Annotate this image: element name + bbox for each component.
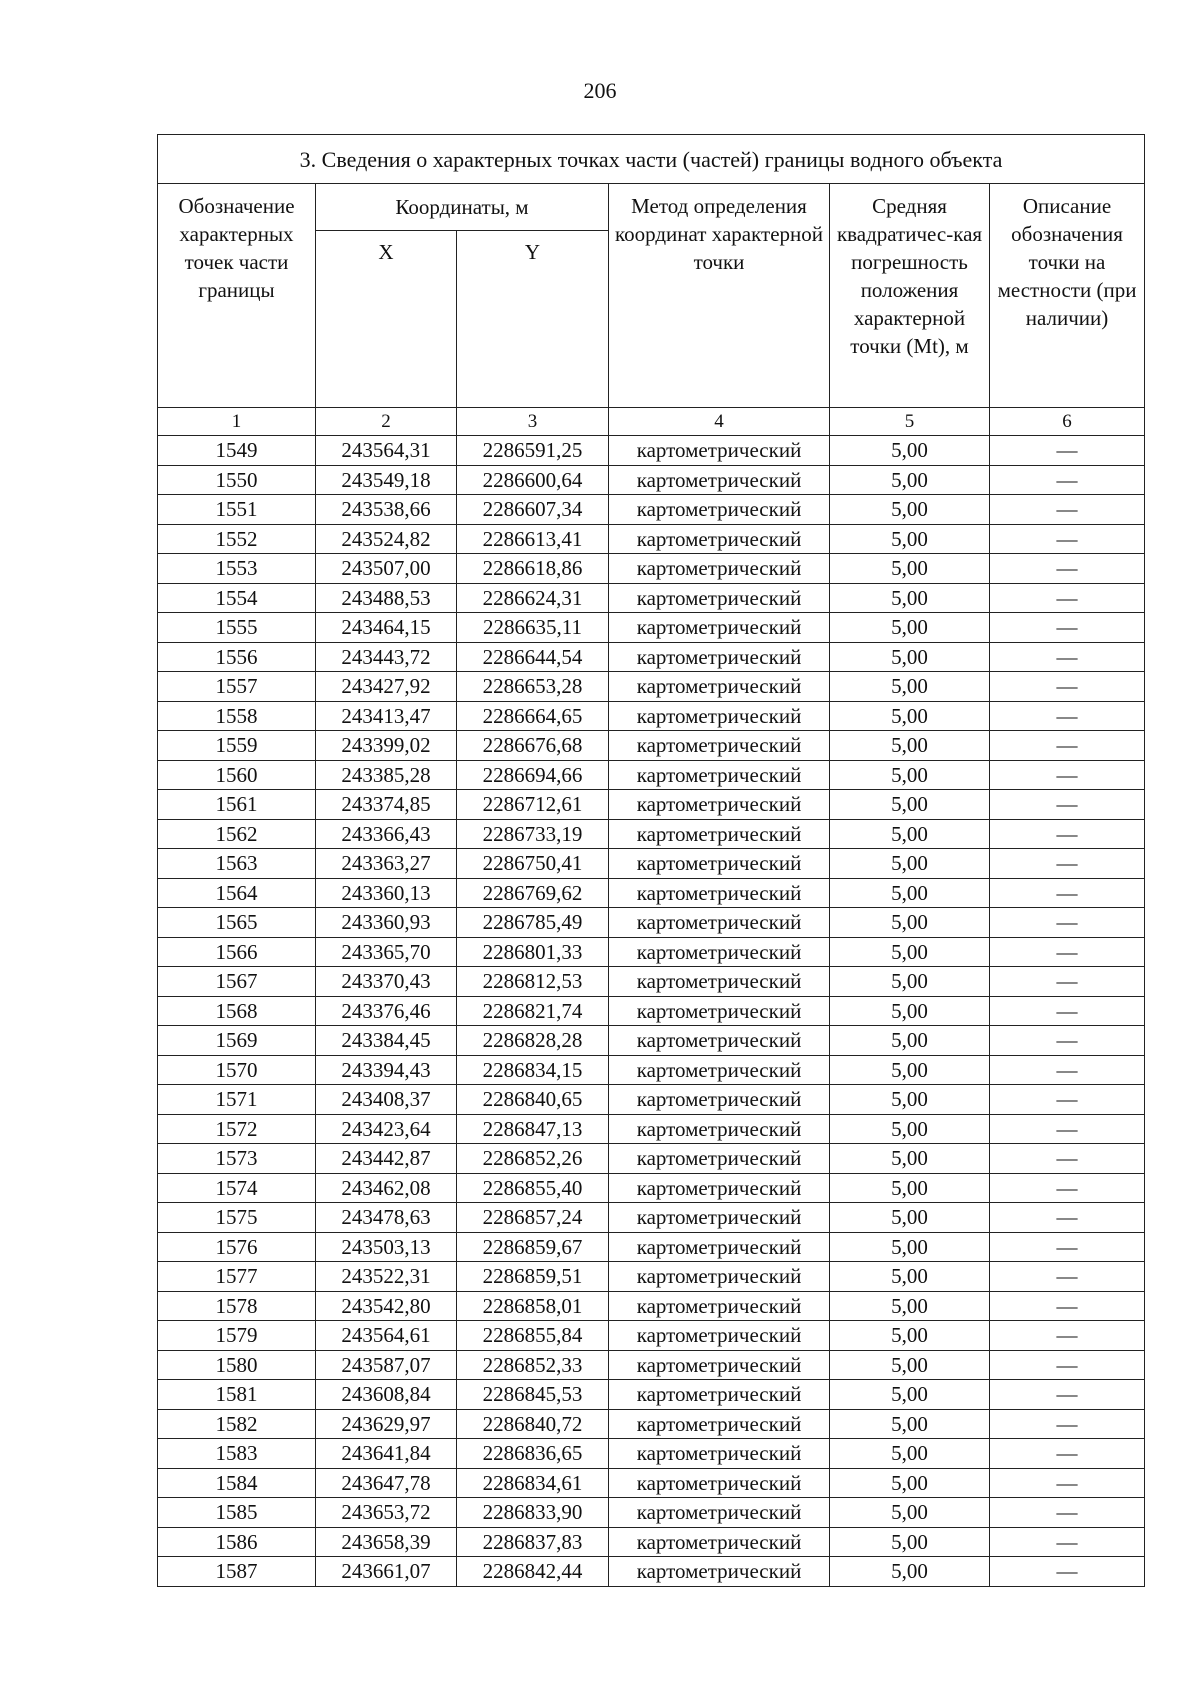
method-cell: картометрический: [609, 1055, 830, 1085]
description-cell: —: [990, 1498, 1145, 1528]
description-cell: —: [990, 1203, 1145, 1233]
point-id-cell: 1564: [158, 878, 316, 908]
table-row: [158, 1085, 1145, 1115]
x-coordinate-cell: 243360,13: [316, 878, 457, 908]
y-coordinate-cell: 2286618,86: [457, 554, 609, 584]
y-coordinate-cell: 2286833,90: [457, 1498, 609, 1528]
point-id-cell: 1560: [158, 760, 316, 790]
error-cell: 5,00: [830, 967, 990, 997]
description-cell: —: [990, 642, 1145, 672]
y-coordinate-cell: 2286750,41: [457, 849, 609, 879]
point-id-cell: 1551: [158, 495, 316, 525]
y-coordinate-cell: 2286712,61: [457, 790, 609, 820]
error-cell: 5,00: [830, 1026, 990, 1056]
point-id-cell: 1561: [158, 790, 316, 820]
x-coordinate-cell: 243608,84: [316, 1380, 457, 1410]
error-cell: 5,00: [830, 819, 990, 849]
method-cell: картометрический: [609, 701, 830, 731]
y-coordinate-cell: 2286837,83: [457, 1527, 609, 1557]
point-id-cell: 1558: [158, 701, 316, 731]
x-coordinate-cell: 243374,85: [316, 790, 457, 820]
method-cell: картометрический: [609, 1380, 830, 1410]
y-coordinate-cell: 2286613,41: [457, 524, 609, 554]
error-cell: 5,00: [830, 701, 990, 731]
y-coordinate-cell: 2286840,65: [457, 1085, 609, 1115]
x-coordinate-cell: 243365,70: [316, 937, 457, 967]
point-id-cell: 1575: [158, 1203, 316, 1233]
x-coordinate-cell: 243564,61: [316, 1321, 457, 1351]
table-row: [158, 613, 1145, 643]
point-id-cell: 1572: [158, 1114, 316, 1144]
y-coordinate-cell: 2286828,28: [457, 1026, 609, 1056]
method-cell: картометрический: [609, 1262, 830, 1292]
y-coordinate-cell: 2286769,62: [457, 878, 609, 908]
point-id-cell: 1557: [158, 672, 316, 702]
table-row: [158, 760, 1145, 790]
method-cell: картометрический: [609, 642, 830, 672]
table-row: [158, 878, 1145, 908]
method-cell: картометрический: [609, 937, 830, 967]
error-cell: 5,00: [830, 1557, 990, 1587]
error-cell: 5,00: [830, 436, 990, 466]
description-cell: —: [990, 760, 1145, 790]
point-id-cell: 1586: [158, 1527, 316, 1557]
x-coordinate-cell: 243538,66: [316, 495, 457, 525]
description-cell: —: [990, 1350, 1145, 1380]
header-y: Y: [457, 231, 609, 408]
y-coordinate-cell: 2286845,53: [457, 1380, 609, 1410]
x-coordinate-cell: 243653,72: [316, 1498, 457, 1528]
error-cell: 5,00: [830, 937, 990, 967]
point-id-cell: 1577: [158, 1262, 316, 1292]
error-cell: 5,00: [830, 760, 990, 790]
method-cell: картометрический: [609, 1557, 830, 1587]
method-cell: картометрический: [609, 1026, 830, 1056]
y-coordinate-cell: 2286847,13: [457, 1114, 609, 1144]
x-coordinate-cell: 243464,15: [316, 613, 457, 643]
y-coordinate-cell: 2286834,15: [457, 1055, 609, 1085]
x-coordinate-cell: 243423,64: [316, 1114, 457, 1144]
error-cell: 5,00: [830, 1498, 990, 1528]
description-cell: —: [990, 819, 1145, 849]
error-cell: 5,00: [830, 1380, 990, 1410]
description-cell: —: [990, 996, 1145, 1026]
table-row: [158, 1173, 1145, 1203]
x-coordinate-cell: 243360,93: [316, 908, 457, 938]
point-id-cell: 1565: [158, 908, 316, 938]
description-cell: —: [990, 583, 1145, 613]
description-cell: —: [990, 967, 1145, 997]
description-cell: —: [990, 878, 1145, 908]
y-coordinate-cell: 2286644,54: [457, 642, 609, 672]
header-method: Метод определения координат характерной точки: [609, 184, 830, 408]
point-id-cell: 1585: [158, 1498, 316, 1528]
description-cell: —: [990, 1026, 1145, 1056]
y-coordinate-cell: 2286694,66: [457, 760, 609, 790]
page-number: 206: [583, 78, 617, 103]
description-cell: —: [990, 1232, 1145, 1262]
method-cell: картометрический: [609, 1232, 830, 1262]
description-cell: —: [990, 436, 1145, 466]
error-cell: 5,00: [830, 849, 990, 879]
x-coordinate-cell: 243522,31: [316, 1262, 457, 1292]
y-coordinate-cell: 2286834,61: [457, 1468, 609, 1498]
table-row: [158, 1262, 1145, 1292]
y-coordinate-cell: 2286855,84: [457, 1321, 609, 1351]
table-row: [158, 583, 1145, 613]
point-id-cell: 1554: [158, 583, 316, 613]
y-coordinate-cell: 2286857,24: [457, 1203, 609, 1233]
x-coordinate-cell: 243442,87: [316, 1144, 457, 1174]
header-mean-error: Средняя квадратичес-кая погрешность положения характерной точки (Mt), м: [830, 184, 990, 408]
error-cell: 5,00: [830, 1232, 990, 1262]
column-number: 3: [457, 408, 609, 436]
table-row: [158, 819, 1145, 849]
y-coordinate-cell: 2286733,19: [457, 819, 609, 849]
x-coordinate-cell: 243488,53: [316, 583, 457, 613]
error-cell: 5,00: [830, 1262, 990, 1292]
error-cell: 5,00: [830, 613, 990, 643]
x-coordinate-cell: 243370,43: [316, 967, 457, 997]
description-cell: —: [990, 672, 1145, 702]
table-row: [158, 1557, 1145, 1587]
column-number: 2: [316, 408, 457, 436]
error-cell: 5,00: [830, 908, 990, 938]
method-cell: картометрический: [609, 731, 830, 761]
x-coordinate-cell: 243658,39: [316, 1527, 457, 1557]
description-cell: —: [990, 790, 1145, 820]
description-cell: —: [990, 1380, 1145, 1410]
table-row: [158, 1232, 1145, 1262]
x-coordinate-cell: 243661,07: [316, 1557, 457, 1587]
x-coordinate-cell: 243647,78: [316, 1468, 457, 1498]
description-cell: —: [990, 1557, 1145, 1587]
point-id-cell: 1582: [158, 1409, 316, 1439]
table-row: [158, 465, 1145, 495]
point-id-cell: 1550: [158, 465, 316, 495]
method-cell: картометрический: [609, 1468, 830, 1498]
table-row: [158, 554, 1145, 584]
method-cell: картометрический: [609, 1203, 830, 1233]
table-row: [158, 967, 1145, 997]
table-title: 3. Сведения о характерных точках части (частей) границы водного объекта: [158, 135, 1145, 184]
table-row: [158, 672, 1145, 702]
table-row: [158, 1144, 1145, 1174]
method-cell: картометрический: [609, 1144, 830, 1174]
error-cell: 5,00: [830, 1173, 990, 1203]
method-cell: картометрический: [609, 1439, 830, 1469]
point-id-cell: 1571: [158, 1085, 316, 1115]
description-cell: —: [990, 465, 1145, 495]
x-coordinate-cell: 243399,02: [316, 731, 457, 761]
method-cell: картометрический: [609, 465, 830, 495]
description-cell: —: [990, 1114, 1145, 1144]
boundary-points-table: [157, 134, 1145, 1587]
method-cell: картометрический: [609, 908, 830, 938]
header-description: Описание обозначения точки на местности (при наличии): [990, 184, 1145, 408]
error-cell: 5,00: [830, 1085, 990, 1115]
error-cell: 5,00: [830, 1055, 990, 1085]
point-id-cell: 1583: [158, 1439, 316, 1469]
column-number-row: [158, 408, 1145, 436]
y-coordinate-cell: 2286607,34: [457, 495, 609, 525]
method-cell: картометрический: [609, 849, 830, 879]
table-row: [158, 908, 1145, 938]
point-id-cell: 1581: [158, 1380, 316, 1410]
method-cell: картометрический: [609, 524, 830, 554]
table-row: [158, 1055, 1145, 1085]
x-coordinate-cell: 243385,28: [316, 760, 457, 790]
table-body: [158, 436, 1145, 1587]
table-row: [158, 436, 1145, 466]
description-cell: —: [990, 1173, 1145, 1203]
method-cell: картометрический: [609, 436, 830, 466]
error-cell: 5,00: [830, 1350, 990, 1380]
error-cell: 5,00: [830, 731, 990, 761]
method-cell: картометрический: [609, 1173, 830, 1203]
error-cell: 5,00: [830, 1409, 990, 1439]
point-id-cell: 1555: [158, 613, 316, 643]
table-row: [158, 790, 1145, 820]
error-cell: 5,00: [830, 1291, 990, 1321]
table-row: [158, 731, 1145, 761]
error-cell: 5,00: [830, 495, 990, 525]
table-row: [158, 1291, 1145, 1321]
description-cell: —: [990, 524, 1145, 554]
y-coordinate-cell: 2286821,74: [457, 996, 609, 1026]
method-cell: картометрический: [609, 996, 830, 1026]
point-id-cell: 1549: [158, 436, 316, 466]
x-coordinate-cell: 243524,82: [316, 524, 457, 554]
method-cell: картометрический: [609, 554, 830, 584]
point-id-cell: 1570: [158, 1055, 316, 1085]
description-cell: —: [990, 554, 1145, 584]
x-coordinate-cell: 243629,97: [316, 1409, 457, 1439]
x-coordinate-cell: 243394,43: [316, 1055, 457, 1085]
x-coordinate-cell: 243366,43: [316, 819, 457, 849]
table-row: [158, 849, 1145, 879]
table-row: [158, 1321, 1145, 1351]
error-cell: 5,00: [830, 1527, 990, 1557]
method-cell: картометрический: [609, 1085, 830, 1115]
y-coordinate-cell: 2286653,28: [457, 672, 609, 702]
point-id-cell: 1552: [158, 524, 316, 554]
error-cell: 5,00: [830, 583, 990, 613]
error-cell: 5,00: [830, 1321, 990, 1351]
y-coordinate-cell: 2286840,72: [457, 1409, 609, 1439]
description-cell: —: [990, 495, 1145, 525]
x-coordinate-cell: 243549,18: [316, 465, 457, 495]
y-coordinate-cell: 2286600,64: [457, 465, 609, 495]
point-id-cell: 1562: [158, 819, 316, 849]
point-id-cell: 1587: [158, 1557, 316, 1587]
method-cell: картометрический: [609, 1350, 830, 1380]
x-coordinate-cell: 243443,72: [316, 642, 457, 672]
description-cell: —: [990, 1527, 1145, 1557]
description-cell: —: [990, 1439, 1145, 1469]
x-coordinate-cell: 243384,45: [316, 1026, 457, 1056]
x-coordinate-cell: 243542,80: [316, 1291, 457, 1321]
x-coordinate-cell: 243376,46: [316, 996, 457, 1026]
method-cell: картометрический: [609, 672, 830, 702]
table-row: [158, 642, 1145, 672]
method-cell: картометрический: [609, 878, 830, 908]
table-row: [158, 495, 1145, 525]
method-cell: картометрический: [609, 613, 830, 643]
table-row: [158, 1350, 1145, 1380]
table-row: [158, 1498, 1145, 1528]
description-cell: —: [990, 1409, 1145, 1439]
column-number: 1: [158, 408, 316, 436]
description-cell: —: [990, 701, 1145, 731]
point-id-cell: 1574: [158, 1173, 316, 1203]
method-cell: картометрический: [609, 760, 830, 790]
x-coordinate-cell: 243363,27: [316, 849, 457, 879]
table-row: [158, 1026, 1145, 1056]
header-coordinates: Координаты, м: [316, 184, 609, 231]
table-row: [158, 1527, 1145, 1557]
x-coordinate-cell: 243462,08: [316, 1173, 457, 1203]
table-row: [158, 701, 1145, 731]
point-id-cell: 1580: [158, 1350, 316, 1380]
point-id-cell: 1566: [158, 937, 316, 967]
header-x: X: [316, 231, 457, 408]
method-cell: картометрический: [609, 1321, 830, 1351]
point-id-cell: 1568: [158, 996, 316, 1026]
y-coordinate-cell: 2286852,26: [457, 1144, 609, 1174]
table-row: [158, 996, 1145, 1026]
error-cell: 5,00: [830, 790, 990, 820]
table-row: [158, 1409, 1145, 1439]
table-row: [158, 1468, 1145, 1498]
table-row: [158, 524, 1145, 554]
x-coordinate-cell: 243641,84: [316, 1439, 457, 1469]
point-id-cell: 1556: [158, 642, 316, 672]
table-row: [158, 937, 1145, 967]
method-cell: картометрический: [609, 819, 830, 849]
error-cell: 5,00: [830, 1144, 990, 1174]
x-coordinate-cell: 243408,37: [316, 1085, 457, 1115]
description-cell: —: [990, 1055, 1145, 1085]
y-coordinate-cell: 2286812,53: [457, 967, 609, 997]
y-coordinate-cell: 2286836,65: [457, 1439, 609, 1469]
y-coordinate-cell: 2286859,67: [457, 1232, 609, 1262]
error-cell: 5,00: [830, 672, 990, 702]
error-cell: 5,00: [830, 524, 990, 554]
table-row: [158, 1380, 1145, 1410]
description-cell: —: [990, 937, 1145, 967]
y-coordinate-cell: 2286785,49: [457, 908, 609, 938]
point-id-cell: 1563: [158, 849, 316, 879]
method-cell: картометрический: [609, 1114, 830, 1144]
method-cell: картометрический: [609, 1291, 830, 1321]
error-cell: 5,00: [830, 996, 990, 1026]
y-coordinate-cell: 2286858,01: [457, 1291, 609, 1321]
y-coordinate-cell: 2286801,33: [457, 937, 609, 967]
error-cell: 5,00: [830, 554, 990, 584]
method-cell: картометрический: [609, 1527, 830, 1557]
method-cell: картометрический: [609, 790, 830, 820]
y-coordinate-cell: 2286591,25: [457, 436, 609, 466]
table-row: [158, 1203, 1145, 1233]
method-cell: картометрический: [609, 1409, 830, 1439]
description-cell: —: [990, 1321, 1145, 1351]
description-cell: —: [990, 1468, 1145, 1498]
error-cell: 5,00: [830, 642, 990, 672]
point-id-cell: 1578: [158, 1291, 316, 1321]
description-cell: —: [990, 1085, 1145, 1115]
method-cell: картометрический: [609, 967, 830, 997]
error-cell: 5,00: [830, 1114, 990, 1144]
column-number: 6: [990, 408, 1145, 436]
point-id-cell: 1584: [158, 1468, 316, 1498]
column-number: 4: [609, 408, 830, 436]
description-cell: —: [990, 908, 1145, 938]
point-id-cell: 1559: [158, 731, 316, 761]
x-coordinate-cell: 243478,63: [316, 1203, 457, 1233]
method-cell: картометрический: [609, 1498, 830, 1528]
point-id-cell: 1567: [158, 967, 316, 997]
x-coordinate-cell: 243413,47: [316, 701, 457, 731]
y-coordinate-cell: 2286855,40: [457, 1173, 609, 1203]
y-coordinate-cell: 2286852,33: [457, 1350, 609, 1380]
y-coordinate-cell: 2286664,65: [457, 701, 609, 731]
y-coordinate-cell: 2286676,68: [457, 731, 609, 761]
point-id-cell: 1569: [158, 1026, 316, 1056]
error-cell: 5,00: [830, 1439, 990, 1469]
description-cell: —: [990, 849, 1145, 879]
point-id-cell: 1573: [158, 1144, 316, 1174]
y-coordinate-cell: 2286635,11: [457, 613, 609, 643]
description-cell: —: [990, 1291, 1145, 1321]
method-cell: картометрический: [609, 495, 830, 525]
header-designation: Обозначение характерных точек части границы: [158, 184, 316, 408]
description-cell: —: [990, 1262, 1145, 1292]
point-id-cell: 1576: [158, 1232, 316, 1262]
method-cell: картометрический: [609, 583, 830, 613]
y-coordinate-cell: 2286624,31: [457, 583, 609, 613]
x-coordinate-cell: 243587,07: [316, 1350, 457, 1380]
x-coordinate-cell: 243503,13: [316, 1232, 457, 1262]
x-coordinate-cell: 243564,31: [316, 436, 457, 466]
error-cell: 5,00: [830, 878, 990, 908]
description-cell: —: [990, 613, 1145, 643]
point-id-cell: 1553: [158, 554, 316, 584]
y-coordinate-cell: 2286859,51: [457, 1262, 609, 1292]
y-coordinate-cell: 2286842,44: [457, 1557, 609, 1587]
description-cell: —: [990, 731, 1145, 761]
description-cell: —: [990, 1144, 1145, 1174]
x-coordinate-cell: 243427,92: [316, 672, 457, 702]
x-coordinate-cell: 243507,00: [316, 554, 457, 584]
column-number: 5: [830, 408, 990, 436]
error-cell: 5,00: [830, 1468, 990, 1498]
point-id-cell: 1579: [158, 1321, 316, 1351]
error-cell: 5,00: [830, 465, 990, 495]
error-cell: 5,00: [830, 1203, 990, 1233]
table-row: [158, 1114, 1145, 1144]
table-row: [158, 1439, 1145, 1469]
